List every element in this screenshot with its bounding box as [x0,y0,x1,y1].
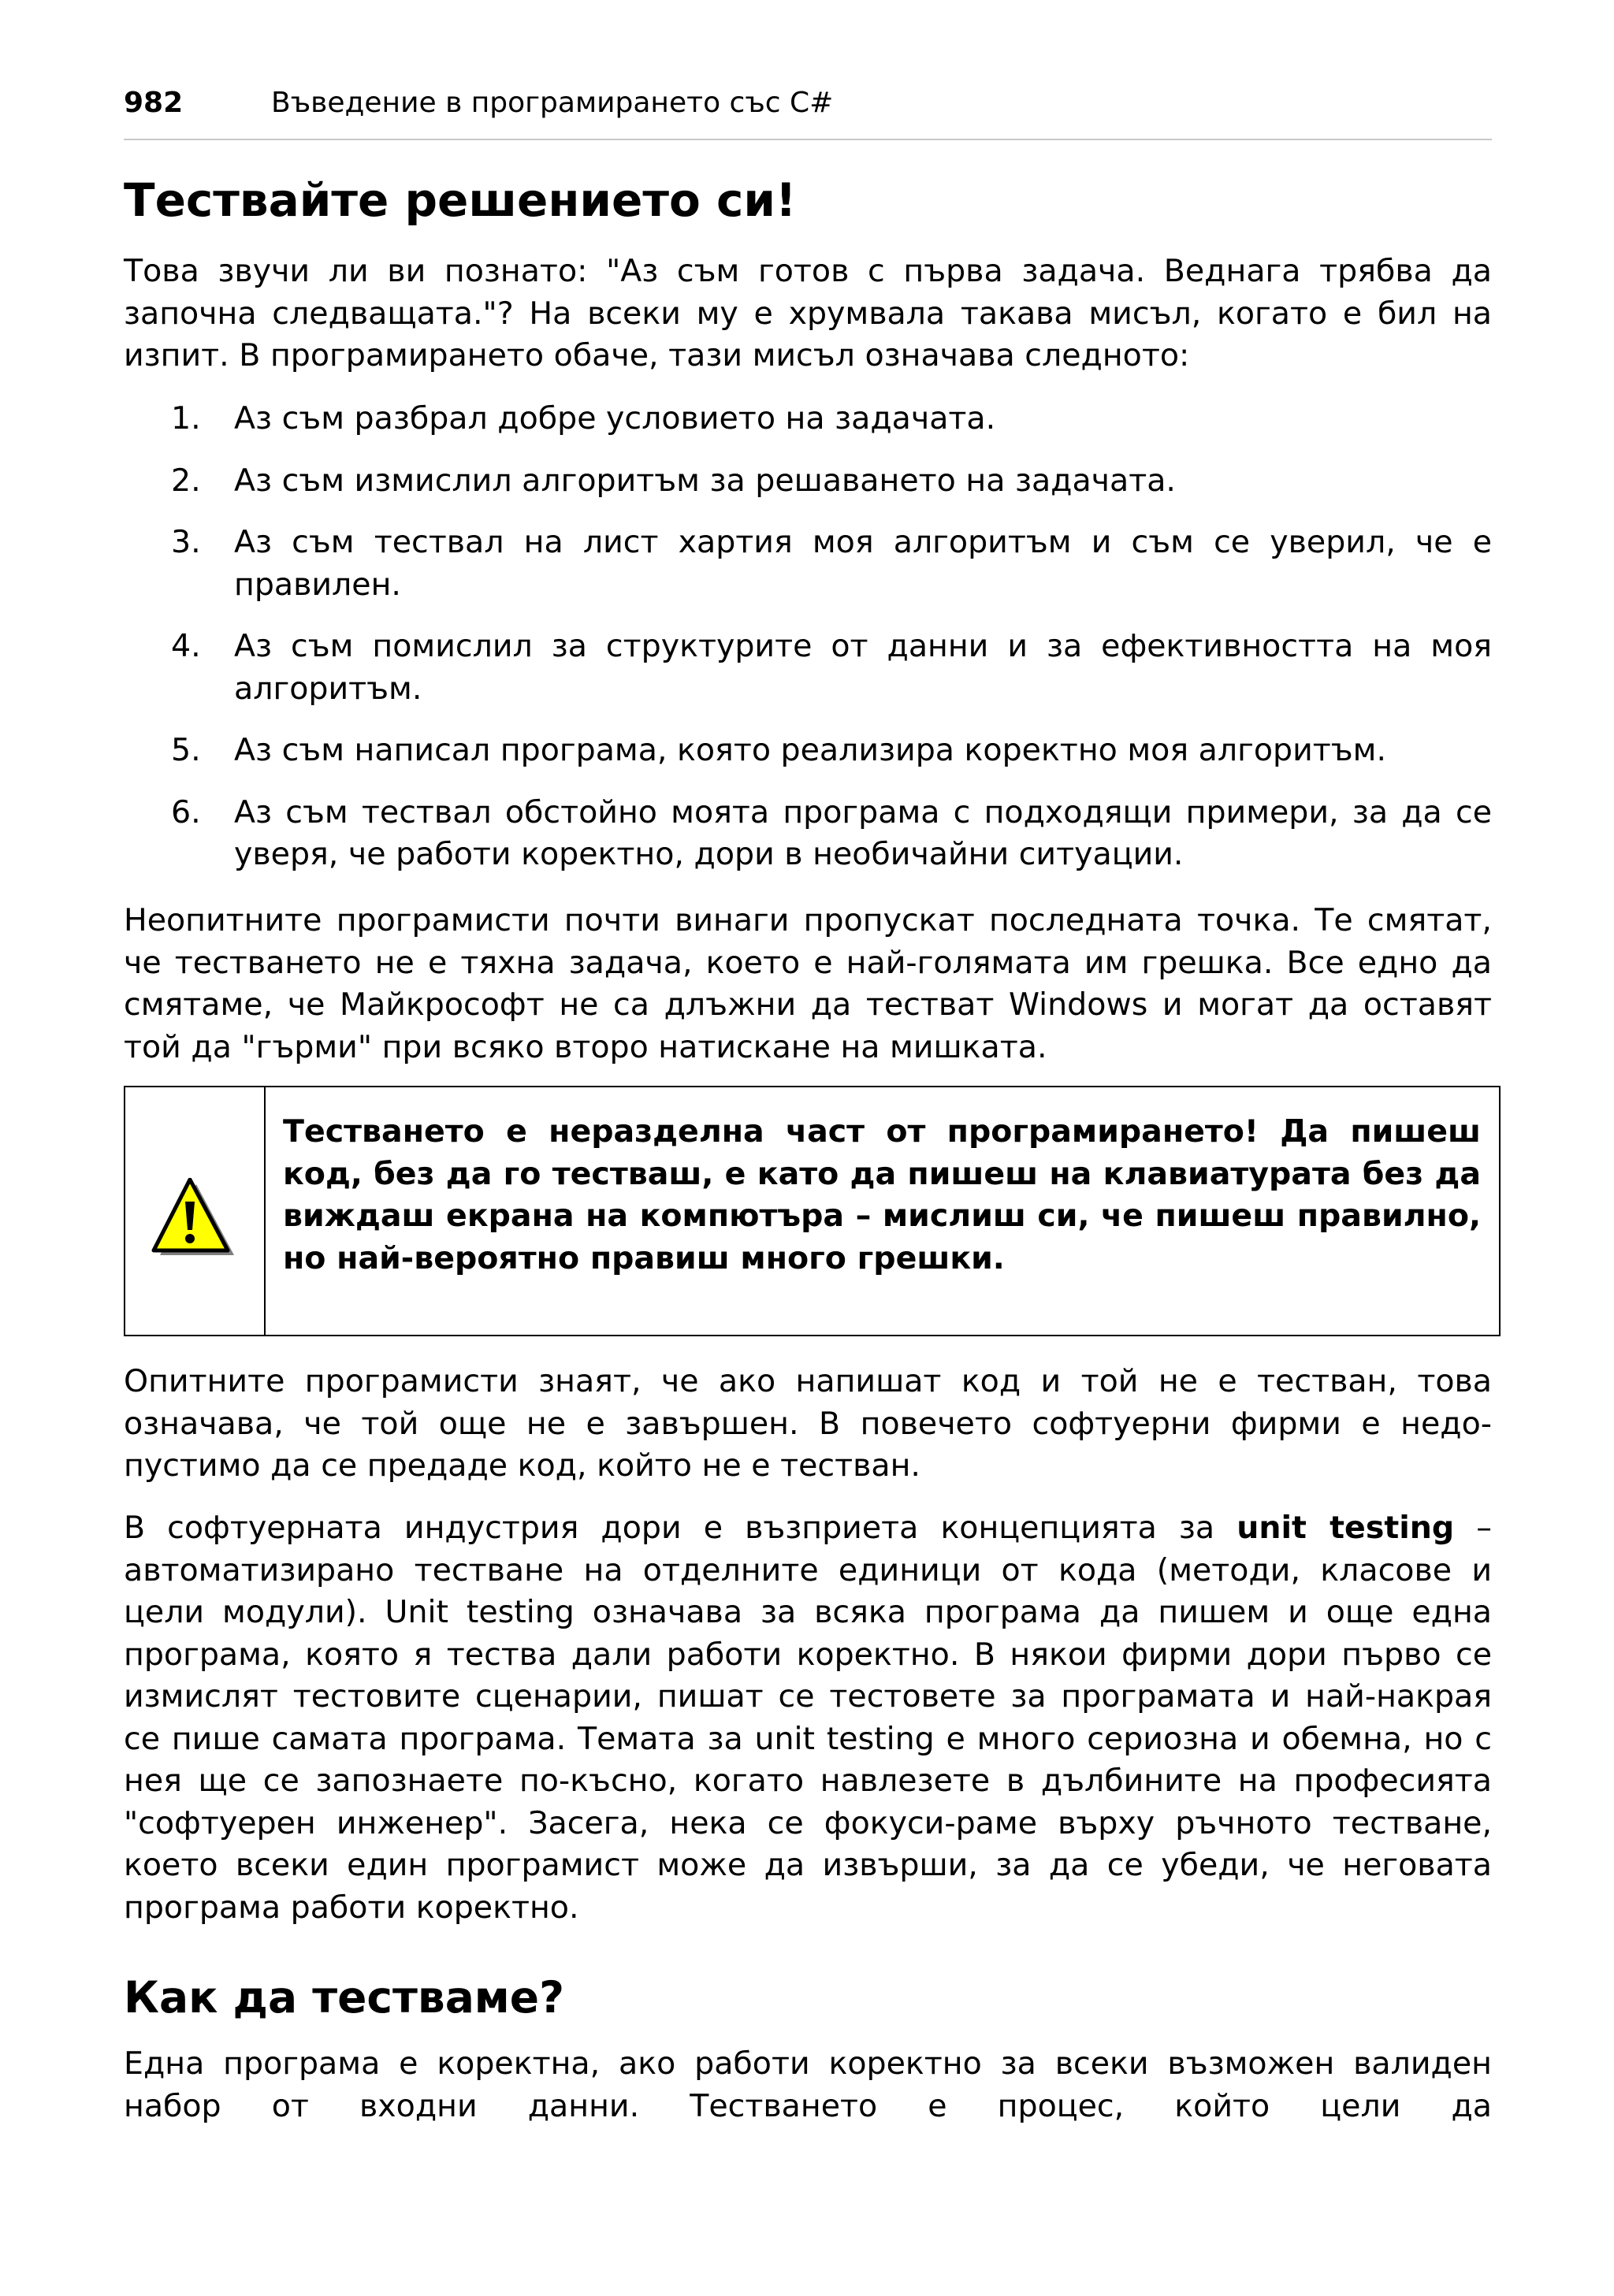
checklist-item-number: 3. [171,524,201,560]
checklist-item [124,460,1492,503]
checklist-item-number: 6. [171,793,201,830]
warning-callout [124,1086,1501,1336]
checklist-item-number: 5. [171,732,201,768]
checklist-item [124,398,1492,440]
checklist-item-number: 4. [171,628,201,664]
checklist-item-text: Аз съм тествал обстойно моята програма с подходящи примери, за да се уверя, че работи коректно, дори в необичайни ситуации. [234,793,1492,872]
checklist-item-text: Аз съм измислил алгоритъм за решаването на задачата. [234,462,1176,499]
checklist-item [124,730,1492,772]
checklist-item [124,522,1492,606]
intro-paragraph: Това звучи ли ви познато: "Аз съм готов с първа задача. Веднага трябва да започна следващата."? На всеки му е хрумвала такава мисъл, когато е бил на изпит. В програмирането обаче, тази мисъл означава следното: [124,253,1492,373]
paragraph-experienced-programmers: Опитните програмисти знаят, че ако напишат код и той не е тестван, това означава, че той още не е завършен. В повечето софтуерни фирми е недо-пустимо да се предаде код, който не е тестван. [124,1363,1492,1484]
running-header [124,82,1492,140]
checklist [124,398,1492,896]
unit-testing-text-before: В софтуерната индустрия дори е възприета концепцията за [124,1510,1237,1546]
checklist-item-number: 2. [171,462,201,499]
checklist-item-text: Аз съм написал програма, която реализира коректно моя алгоритъм. [234,732,1387,768]
paragraph-unit-testing [124,1507,1492,1929]
checklist-item [124,626,1492,710]
book-title: Въведение в програмирането със C# [271,87,834,119]
paragraph-inexperienced-programmers: Неопитните програмисти почти винаги пропускат последната точка. Те смятат, че тестването не е тяхна задача, което е най-голямата им грешка. Все едно да смятаме, че Майкрософт не са длъжни да тестват Windows и могат да оставят той да "гърми" при всяко второ натискане на мишката. [124,902,1492,1065]
checklist-item [124,792,1492,876]
unit-testing-text-after: – автоматизирано тестване на отделните единици от кода (методи, класове и цели модули). Unit testing означава за всяка програма да пишем и още една програма, която я тества дали работи коректно. В някои фирми дори първо се измислят тестовите сценарии, пишат се тестовете за програмата и най-накрая се пише самата програма. Темата за unit testing е много сериозна и обемна, но с нея ще се запознаете по-късно, когато навлезете в дълбините на професията "софтуерен инженер". Засега, нека се фокуси-раме върху ръчното тестване, което всеки един програмист може да извърши, за да се убеди, че неговата програма работи коректно. [124,1510,1492,1926]
checklist-item-number: 1. [171,400,201,437]
page-number: 982 [124,87,184,119]
checklist-item-text: Аз съм тествал на лист хартия моя алгоритъм и съм се уверил, че е правилен. [234,524,1492,603]
section-title-test-your-solution: Тествайте решението си! [124,173,797,227]
warning-text: Тестването е неразделна част от програмирането! Да пишеш код, без да го тестваш, е като да пишеш на клавиатурата без да виждаш екрана на компютъра – мислиш си, че пишеш правилно, но най-вероятно правиш много грешки. [283,1113,1481,1276]
warning-icon [151,1178,237,1261]
checklist-item-text: Аз съм помислил за структурите от данни и за ефективността на моя алгоритъм. [234,628,1492,707]
paragraph-how-to-test-intro: Една програма е коректна, ако работи коректно за всеки възможен валиден набор от входни данни. Тестването е процес, който цели да [124,2045,1492,2124]
checklist-item-text: Аз съм разбрал добре условието на задачата. [234,400,996,437]
warning-icon-cell [125,1087,266,1335]
unit-testing-term: unit testing [1237,1510,1455,1546]
section-title-how-to-test: Как да тестваме? [124,1972,564,2023]
